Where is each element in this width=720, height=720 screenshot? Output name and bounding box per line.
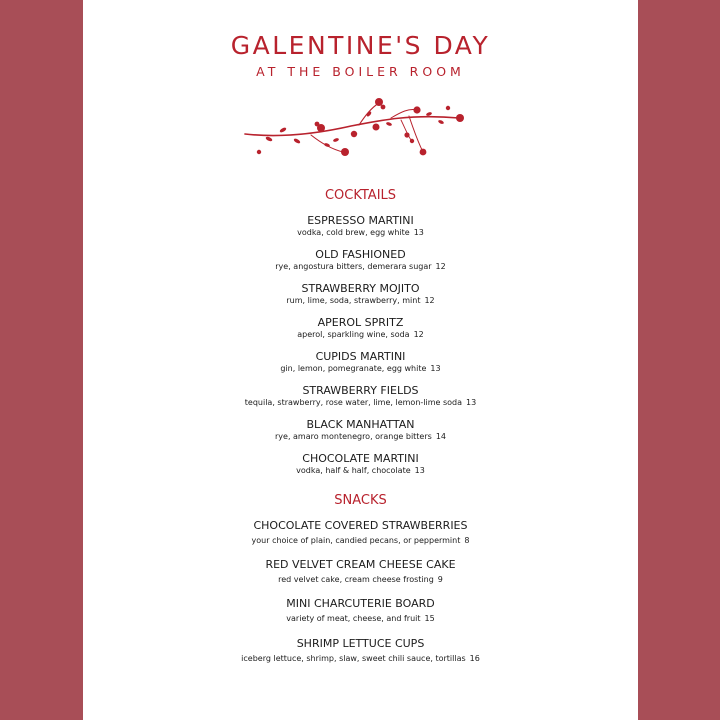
menu-item-desc: rye, angostura bitters, demerara sugar 12 — [275, 262, 446, 271]
menu-item-price: 13 — [414, 466, 425, 475]
menu-item-desc: your choice of plain, candied pecans, or peppermint 8 — [251, 536, 470, 545]
menu-item-price: 12 — [413, 330, 424, 339]
menu-item-name: STRAWBERRY FIELDS — [302, 384, 419, 397]
menu-subtitle: AT THE BOILER ROOM — [256, 64, 465, 79]
menu-item-price: 8 — [464, 536, 470, 545]
menu-item-price: 13 — [430, 364, 441, 373]
menu-item-desc: red velvet cake, cream cheese frosting 9 — [278, 575, 443, 584]
menu-item-desc: rum, lime, soda, strawberry, mint 12 — [286, 296, 435, 305]
menu-item-desc: variety of meat, cheese, and fruit 15 — [286, 614, 435, 623]
menu-item-desc: vodka, cold brew, egg white 13 — [297, 228, 424, 237]
menu-item-name: ESPRESSO MARTINI — [307, 214, 414, 227]
menu-item-desc: vodka, half & half, chocolate 13 — [296, 466, 425, 475]
menu-item-desc: iceberg lettuce, shrimp, slaw, sweet chili sauce, tortillas 16 — [241, 654, 480, 663]
menu-item-desc: aperol, sparkling wine, soda 12 — [297, 330, 424, 339]
menu-item-name: OLD FASHIONED — [315, 248, 406, 261]
menu-page — [83, 0, 638, 720]
menu-item-name: BLACK MANHATTAN — [306, 418, 415, 431]
snacks-heading: SNACKS — [334, 493, 387, 508]
menu-item-price: 15 — [424, 614, 435, 623]
menu-item-price: 13 — [466, 398, 477, 407]
menu-title: GALENTINE'S DAY — [230, 31, 491, 60]
menu-item-name: RED VELVET CREAM CHEESE CAKE — [265, 558, 456, 571]
menu-item-name: STRAWBERRY MOJITO — [301, 282, 420, 295]
menu-item-name: MINI CHARCUTERIE BOARD — [286, 597, 435, 610]
menu-item-desc: rye, amaro montenegro, orange bitters 14 — [275, 432, 446, 441]
menu-item-name: CHOCOLATE COVERED STRAWBERRIES — [253, 519, 468, 532]
menu-item-price: 12 — [424, 296, 435, 305]
menu-item-price: 13 — [413, 228, 424, 237]
menu-item-name: APEROL SPRITZ — [317, 316, 404, 329]
menu-item-name: SHRIMP LETTUCE CUPS — [296, 637, 425, 650]
menu-item-price: 9 — [437, 575, 443, 584]
menu-item-price: 16 — [469, 654, 480, 663]
menu-item-price: 12 — [435, 262, 446, 271]
floral-branch-icon — [241, 94, 471, 164]
cocktails-heading: COCKTAILS — [324, 188, 397, 203]
menu-item-name: CUPIDS MARTINI — [315, 350, 406, 363]
menu-item-price: 14 — [435, 432, 446, 441]
menu-item-name: CHOCOLATE MARTINI — [302, 452, 419, 465]
menu-item-desc: gin, lemon, pomegranate, egg white 13 — [280, 364, 441, 373]
menu-item-desc: tequila, strawberry, rose water, lime, lemon-lime soda 13 — [244, 398, 477, 407]
